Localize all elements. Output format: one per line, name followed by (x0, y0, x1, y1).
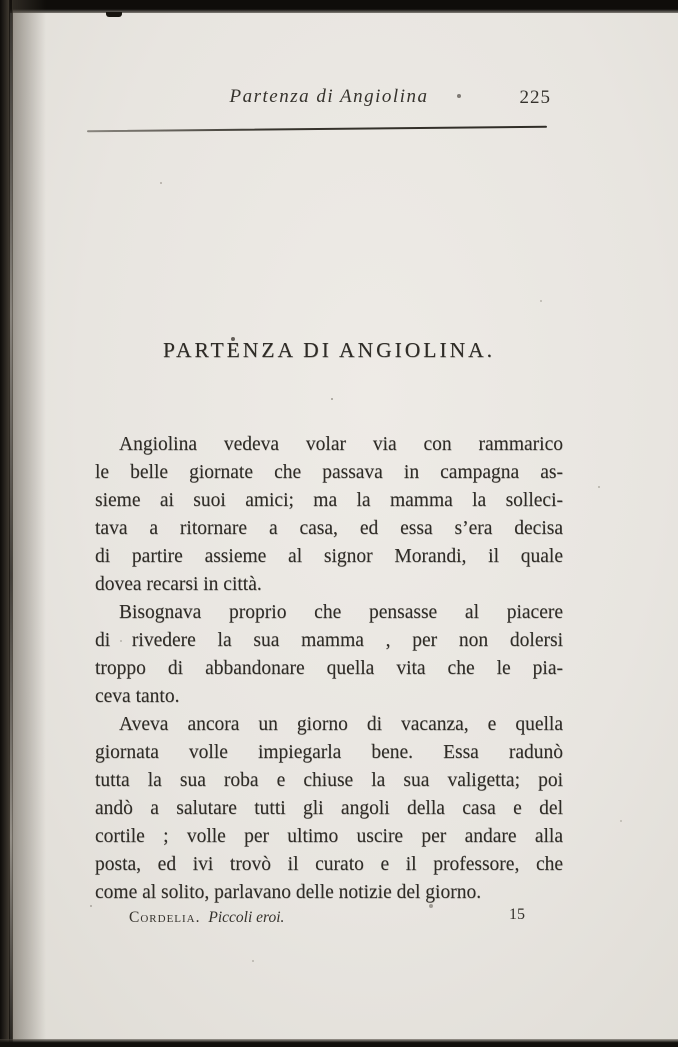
text-line: cortile ; volle per ultimo uscire per andare alla (95, 826, 563, 847)
text-line: come al solito, parlavano delle notizie del giorno. (95, 882, 482, 903)
scan-edge-bottom (0, 1039, 678, 1047)
page-footer (95, 906, 563, 930)
paper-specks (0, 0, 2, 2)
page-number: 225 (519, 87, 551, 108)
text-line: le belle giornate che passava in campagna as- (95, 462, 563, 483)
page-header (95, 86, 563, 112)
paragraph (95, 431, 563, 599)
body-text (95, 431, 563, 907)
text-line: Aveva ancora un giorno di vacanza, e quella (119, 714, 563, 735)
text-line: dovea recarsi in città. (95, 574, 262, 595)
text-line: troppo di abbandonare quella vita che le pia- (95, 658, 563, 679)
text-line: tutta la sua roba e chiuse la sua valigetta; poi (95, 770, 563, 791)
text-line: tava a ritornare a casa, ed essa s’era decisa (95, 518, 563, 539)
text-line: Angiolina vedeva volar via con rammarico (119, 434, 563, 455)
text-line: andò a salutare tutti gli angoli della casa e del (95, 798, 563, 819)
scan-edge-notch (106, 12, 122, 17)
book-title: Piccoli eroi. (208, 909, 285, 926)
running-title: Partenza di Angiolina (229, 86, 429, 107)
text-line: di partire assieme al signor Morandi, il quale (95, 546, 563, 567)
header-rule (87, 126, 547, 132)
text-line: di rivedere la sua mamma , per non dolersi (95, 630, 563, 651)
series-name: Cordelia. (129, 909, 201, 926)
text-line: giornata volle impiegarla bene. Essa radunò (95, 742, 563, 763)
paragraph (95, 711, 563, 907)
paragraph (95, 599, 563, 711)
gutter-shadow (12, 0, 46, 1047)
text-line: ceva tanto. (95, 686, 180, 707)
chapter-title: PARTENZA DI ANGIOLINA. (162, 338, 496, 362)
text-line: posta, ed ivi trovò il curato e il professore, che (95, 854, 563, 875)
text-line: Bisognava proprio che pensasse al piacere (119, 602, 563, 623)
text-line: sieme ai suoi amici; ma la mamma la solleci- (95, 490, 563, 511)
scan-edge-top (0, 0, 678, 13)
colophon (129, 909, 284, 927)
signature-number: 15 (509, 906, 525, 923)
